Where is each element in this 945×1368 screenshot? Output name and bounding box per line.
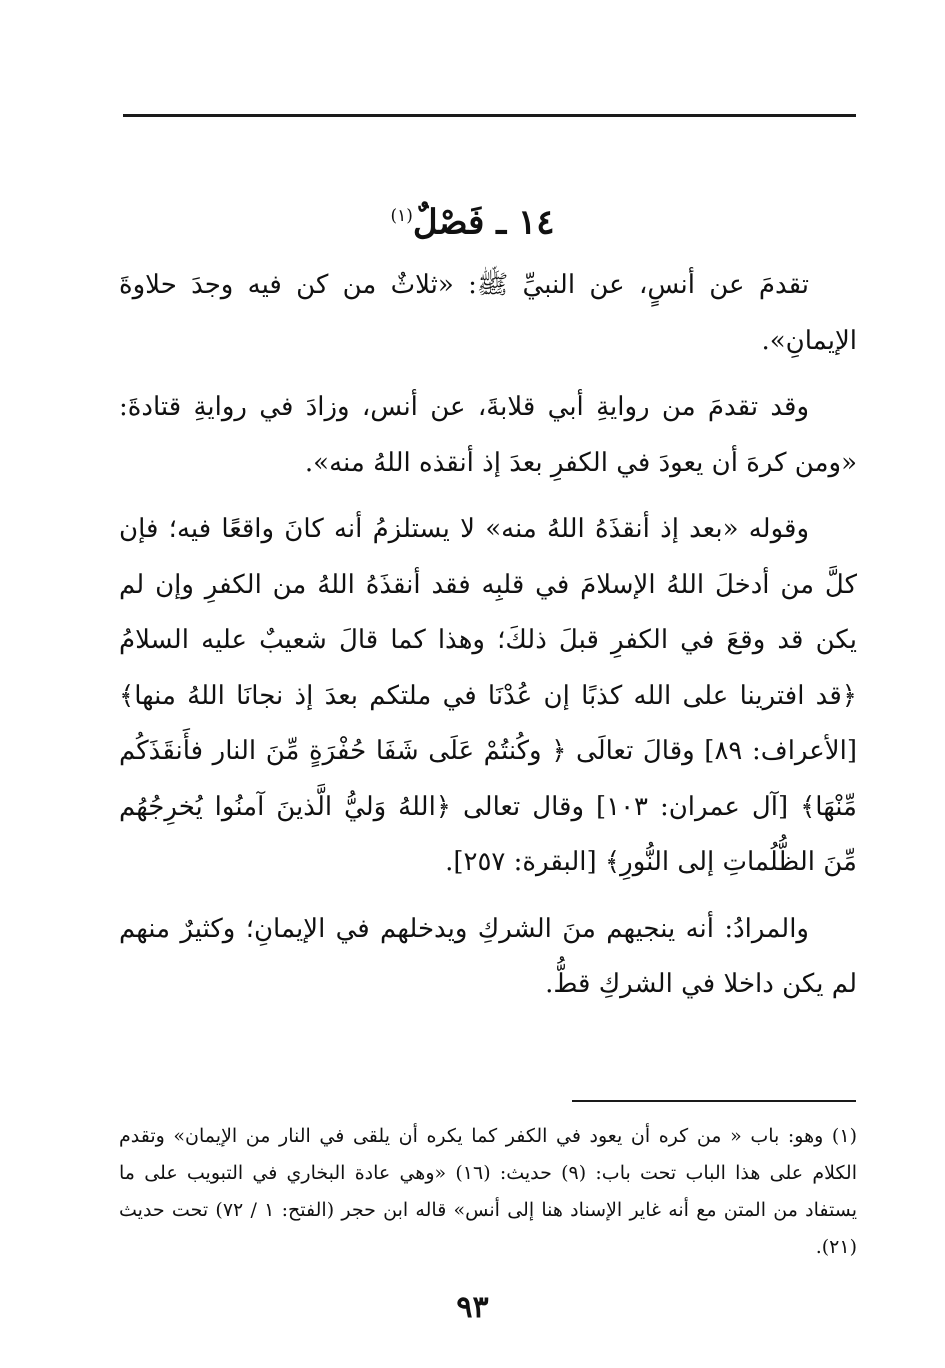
paragraph: وقوله «بعد إذ أنقذَهُ اللهُ منه» لا يستلزمُ أنه كانَ واقعًا فيه؛ فإن كلَّ من أدخلَ اللهُ الإسلامَ في قلبِه فقد أنقذَهُ اللهُ من الكفرِ وإن لم يكن قد وقعَ في الكفرِ قبلَ ذلكَ؛ وهذا كما قالَ شعيبٌ عليه السلامُ ﴿قد افترينا على الله كذبًا إن عُدْنَا في ملتكم بعدَ إذ نجانَا اللهُ منها﴾ [الأعراف: ٨٩] وقالَ تعالَى ﴿ وكُنتُمْ عَلَى شَفَا حُفْرَةٍ مِّنَ النار فأَنقَذَكُم مِّنْهَا﴾ [آل عمران: ١٠٣] وقال تعالى ﴿اللهُ وَليُّ الَّذينَ آمنُوا يُخرِجُهُم مِّنَ الظُّلُماتِ إلى النُّورِ﴾ [البقرة: ٢٥٧]. (119, 514, 857, 877)
footnote: (١) وهو: باب « من كره أن يعود في الكفر كما يكره أن يلقى في النار من الإيمان» وتقدم الكلام على هذا الباب تحت باب: (٩) حديث: (١٦) «وهي عادة البخاري في التبويب على ما يستفاد من المتن مع أنه غاير الإسناد هنا إلى أنس» قاله ابن حجر (الفتح: ١ / ٧٢) تحت حديث (٢١). (119, 1125, 858, 1258)
footnote-reference: (١) (390, 206, 413, 226)
paragraph: والمرادُ: أنه ينجيهم منَ الشركِ ويدخلهم في الإيمانِ؛ وكثيرٌ منهم لم يكن داخلا في الشركِ قطُّ. (119, 913, 857, 999)
section-title-text: ١٤ ـ فَصْلٌ (412, 202, 555, 243)
paragraph: وقد تقدمَ من روايةِ أبي قلابةَ، عن أنس، وزادَ في روايةِ قتادةَ: «ومن كرهَ أن يعودَ في الكفرِ بعدَ إذ أنقذه اللهُ منه». (119, 392, 857, 478)
footnotes (119, 1118, 857, 1266)
paragraph: تقدمَ عن أنسٍ، عن النبيِّ ﷺ: «ثلاثٌ من كن فيه وجدَ حلاوةَ الإيمانِ». (119, 270, 857, 356)
top-rule (123, 114, 856, 117)
main-text (119, 258, 857, 1013)
page-number: ٩٣ (456, 1290, 489, 1325)
footnote-separator (572, 1100, 856, 1102)
section-title (0, 192, 945, 246)
